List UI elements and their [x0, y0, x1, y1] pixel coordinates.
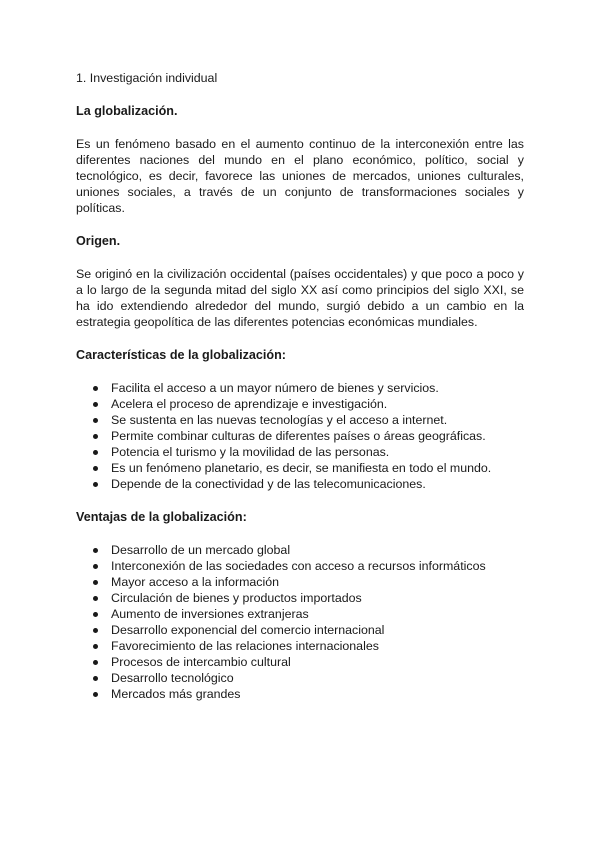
bullet-icon	[93, 402, 98, 407]
bullet-icon	[93, 564, 98, 569]
bullet-icon	[93, 692, 98, 697]
list-item: Desarrollo tecnológico	[76, 670, 524, 686]
list-item: Circulación de bienes y productos importados	[76, 590, 524, 606]
section-title: 1. Investigación individual	[76, 71, 218, 85]
bullet-icon	[93, 628, 98, 633]
caracteristicas-list	[76, 380, 524, 492]
list-item: Potencia el turismo y la movilidad de las personas.	[76, 444, 524, 460]
list-item: Favorecimiento de las relaciones internacionales	[76, 638, 524, 654]
list-item: Mayor acceso a la información	[76, 574, 524, 590]
bullet-icon	[93, 596, 98, 601]
bullet-icon	[93, 466, 98, 471]
heading-origen: Origen.	[76, 234, 121, 248]
bullet-icon	[93, 660, 98, 665]
list-item: Mercados más grandes	[76, 686, 524, 702]
list-item: Procesos de intercambio cultural	[76, 654, 524, 670]
list-item: Desarrollo de un mercado global	[76, 542, 524, 558]
bullet-icon	[93, 548, 98, 553]
bullet-icon	[93, 418, 98, 423]
list-item: Facilita el acceso a un mayor número de bienes y servicios.	[76, 380, 524, 396]
list-item: Desarrollo exponencial del comercio internacional	[76, 622, 524, 638]
list-item: Permite combinar culturas de diferentes países o áreas geográficas.	[76, 428, 524, 444]
list-item: Se sustenta en las nuevas tecnologías y el acceso a internet.	[76, 412, 524, 428]
bullet-icon	[93, 644, 98, 649]
bullet-icon	[93, 386, 98, 391]
bullet-icon	[93, 676, 98, 681]
bullet-icon	[93, 450, 98, 455]
heading-caracteristicas: Características de la globalización:	[76, 348, 286, 362]
list-item: Aumento de inversiones extranjeras	[76, 606, 524, 622]
paragraph-origen: Se originó en la civilización occidental (países occidentales) y que poco a poco y a lo largo de la segunda mitad del siglo XX así como principios del siglo XXI, se ha ido extendiendo alrededor del mundo, surgió debido a un cambio en la estrategia geopolítica de las diferentes potencias económicas mundiales.	[76, 267, 524, 329]
list-item: Acelera el proceso de aprendizaje e investigación.	[76, 396, 524, 412]
bullet-icon	[93, 434, 98, 439]
paragraph-globalizacion: Es un fenómeno basado en el aumento continuo de la interconexión entre las diferentes naciones del mundo en el plano económico, político, social y tecnológico, es decir, favorece las uniones de mercados, uniones culturales, uniones sociales, a través de un conjunto de transformaciones sociales y políticas.	[76, 137, 524, 215]
bullet-icon	[93, 482, 98, 487]
heading-globalizacion: La globalización.	[76, 104, 178, 118]
bullet-icon	[93, 580, 98, 585]
heading-ventajas: Ventajas de la globalización:	[76, 510, 247, 524]
list-item: Interconexión de las sociedades con acceso a recursos informáticos	[76, 558, 524, 574]
ventajas-list	[76, 542, 524, 702]
bullet-icon	[93, 612, 98, 617]
document-page	[76, 70, 524, 702]
list-item: Es un fenómeno planetario, es decir, se manifiesta en todo el mundo.	[76, 460, 524, 476]
list-item: Depende de la conectividad y de las telecomunicaciones.	[76, 476, 524, 492]
